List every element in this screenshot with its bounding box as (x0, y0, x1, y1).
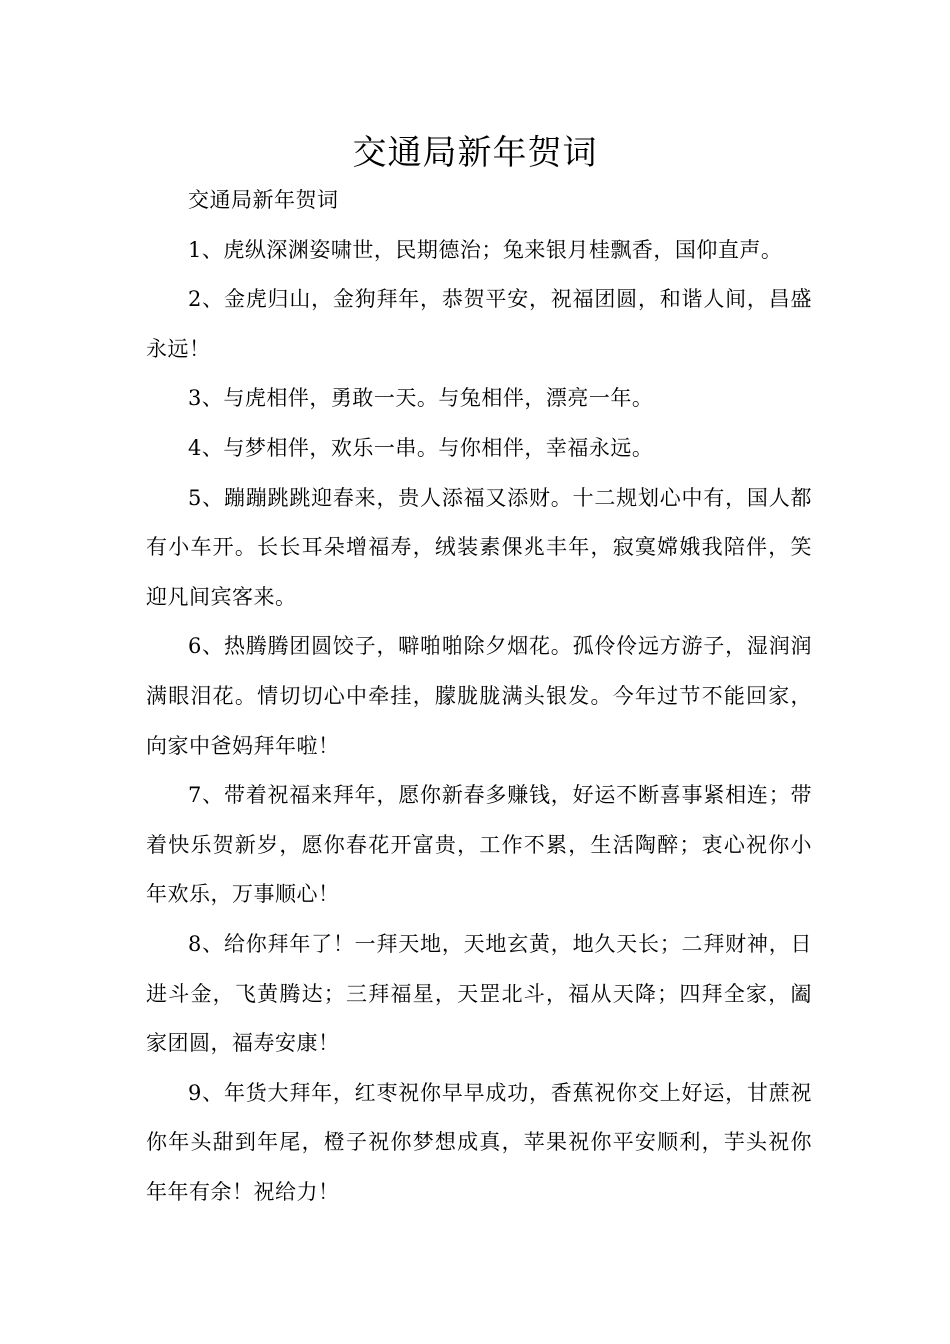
paragraph-5: 5、蹦蹦跳跳迎春来，贵人添福又添财。十二规划心中有，国人都有小车开。长长耳朵增福寿，绒装素倮兆丰年，寂寞嫦娥我陪伴，笑迎凡间宾客来。 (146, 485, 812, 609)
paragraph-2: 2、金虎归山，金狗拜年，恭贺平安，祝福团圆，和谐人间，昌盛永远！ (146, 287, 812, 361)
paragraph-1: 1、虎纵深渊姿啸世，民期德治；兔来银月桂飘香，国仰直声。 (188, 237, 783, 262)
paragraph-3: 3、与虎相伴，勇敢一天。与兔相伴，漂亮一年。 (188, 386, 654, 411)
paragraph-6: 6、热腾腾团圆饺子，噼啪啪除夕烟花。孤伶伶远方游子，湿润润满眼泪花。情切切心中牵挂，朦胧胧满头银发。今年过节不能回家，向家中爸妈拜年啦！ (146, 634, 812, 758)
paragraph-7: 7、带着祝福来拜年，愿你新春多赚钱，好运不断喜事紧相连；带着快乐贺新岁，愿你春花开富贵，工作不累，生活陶醉；衷心祝你小年欢乐，万事顺心！ (146, 783, 812, 907)
paragraph-9: 9、年货大拜年，红枣祝你早早成功，香蕉祝你交上好运，甘蔗祝你年头甜到年尾，橙子祝你梦想成真，苹果祝你平安顺利，芋头祝你年年有余！祝给力！ (146, 1080, 812, 1204)
paragraph-subtitle: 交通局新年贺词 (188, 188, 339, 212)
document-title: 交通局新年贺词 (352, 133, 598, 173)
paragraph-4: 4、与梦相伴，欢乐一串。与你相伴，幸福永远。 (188, 435, 654, 460)
document-body (146, 176, 812, 1217)
paragraph-8: 8、给你拜年了！一拜天地，天地玄黄，地久天长；二拜财神，日进斗金，飞黄腾达；三拜福星，天罡北斗，福从天降；四拜全家，阖家团圆，福寿安康！ (146, 931, 812, 1056)
